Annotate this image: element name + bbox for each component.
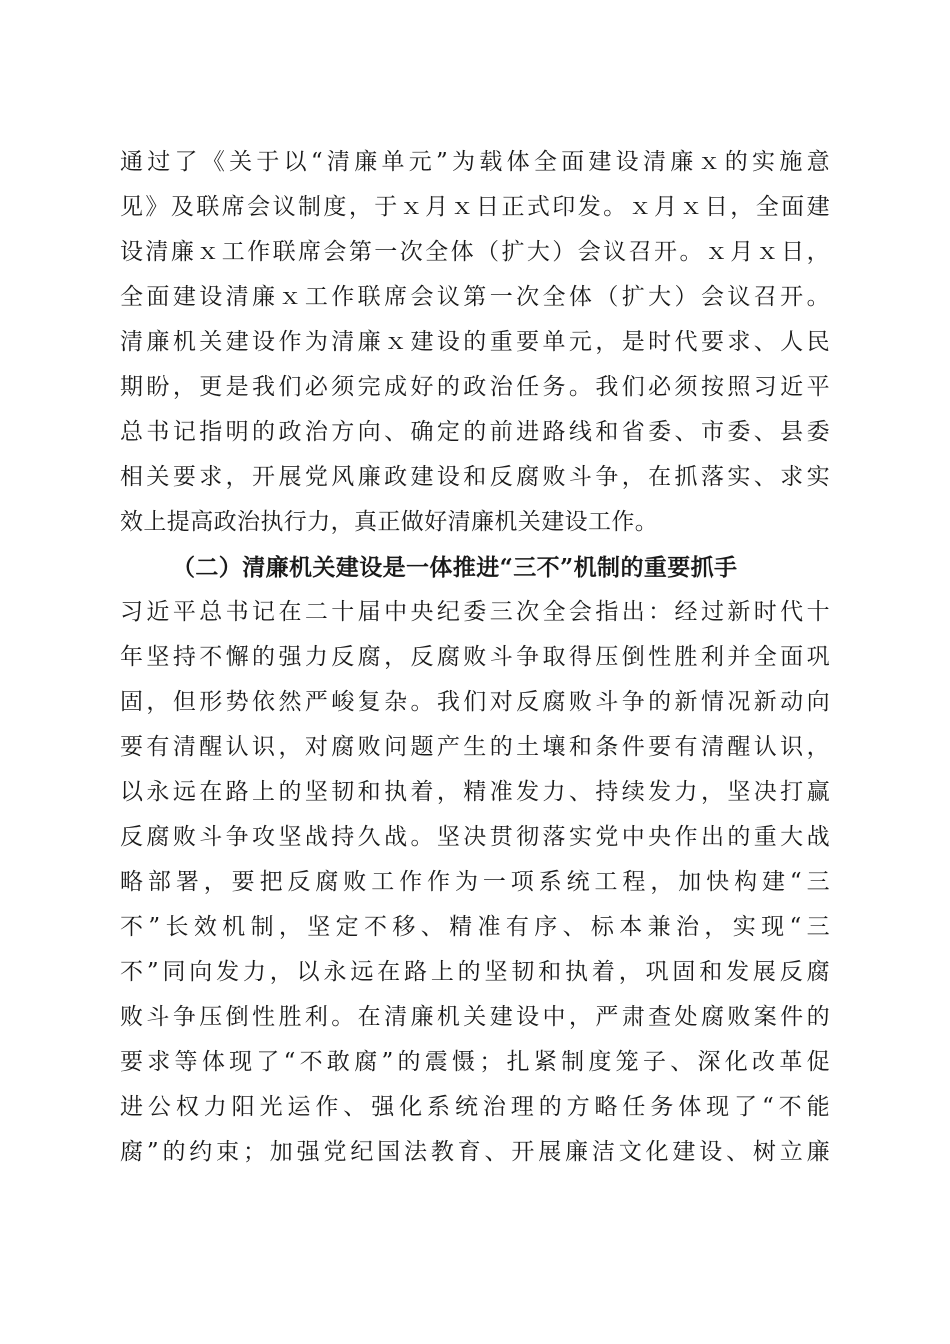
text-line: 不”长效机制，坚定不移、精准有序、标本兼治，实现“三 xyxy=(120,914,830,940)
text-line: 习近平总书记在二十届中央纪委三次全会指出：经过新时代十 xyxy=(120,599,830,625)
text-line: 固，但形势依然严峻复杂。我们对反腐败斗争的新情况新动向 xyxy=(120,689,830,715)
section-heading: （二）清廉机关建设是一体推进“三不”机制的重要抓手 xyxy=(172,554,738,581)
text-line: 通过了《关于以“清廉单元”为载体全面建设清廉ｘ的实施意 xyxy=(120,149,830,175)
text-line: 全面建设清廉ｘ工作联席会议第一次全体（扩大）会议召开。 xyxy=(120,284,830,310)
text-line: 效上提高政治执行力，真正做好清廉机关建设工作。 xyxy=(120,509,659,535)
text-line: 以永远在路上的坚韧和执着，精准发力、持续发力，坚决打赢 xyxy=(120,779,830,805)
text-line: 腐”的约束；加强党纪国法教育、开展廉洁文化建设、树立廉 xyxy=(120,1139,830,1165)
text-line: 年坚持不懈的强力反腐，反腐败斗争取得压倒性胜利并全面巩 xyxy=(120,644,830,670)
text-line: 不”同向发力，以永远在路上的坚韧和执着，巩固和发展反腐 xyxy=(120,959,830,985)
text-line: 清廉机关建设作为清廉ｘ建设的重要单元，是时代要求、人民 xyxy=(120,329,830,355)
text-line: 要求等体现了“不敢腐”的震慑；扎紧制度笼子、深化改革促 xyxy=(120,1049,830,1075)
text-line: 略部署，要把反腐败工作作为一项系统工程，加快构建“三 xyxy=(120,869,830,895)
text-line: 相关要求，开展党风廉政建设和反腐败斗争，在抓落实、求实 xyxy=(120,464,830,490)
text-line: 进公权力阳光运作、强化系统治理的方略任务体现了“不能 xyxy=(120,1094,830,1120)
text-line: 设清廉ｘ工作联席会第一次全体（扩大）会议召开。ｘ月ｘ日， xyxy=(120,239,830,265)
text-line: 要有清醒认识，对腐败问题产生的土壤和条件要有清醒认识， xyxy=(120,734,830,760)
body-text xyxy=(120,140,830,1175)
text-line: 见》及联席会议制度，于ｘ月ｘ日正式印发。ｘ月ｘ日，全面建 xyxy=(120,194,830,220)
text-line: 败斗争压倒性胜利。在清廉机关建设中，严肃查处腐败案件的 xyxy=(120,1004,830,1030)
text-line: 总书记指明的政治方向、确定的前进路线和省委、市委、县委 xyxy=(120,419,830,445)
text-line: 反腐败斗争攻坚战持久战。坚决贯彻落实党中央作出的重大战 xyxy=(120,824,830,850)
text-line: 期盼，更是我们必须完成好的政治任务。我们必须按照习近平 xyxy=(120,374,830,400)
